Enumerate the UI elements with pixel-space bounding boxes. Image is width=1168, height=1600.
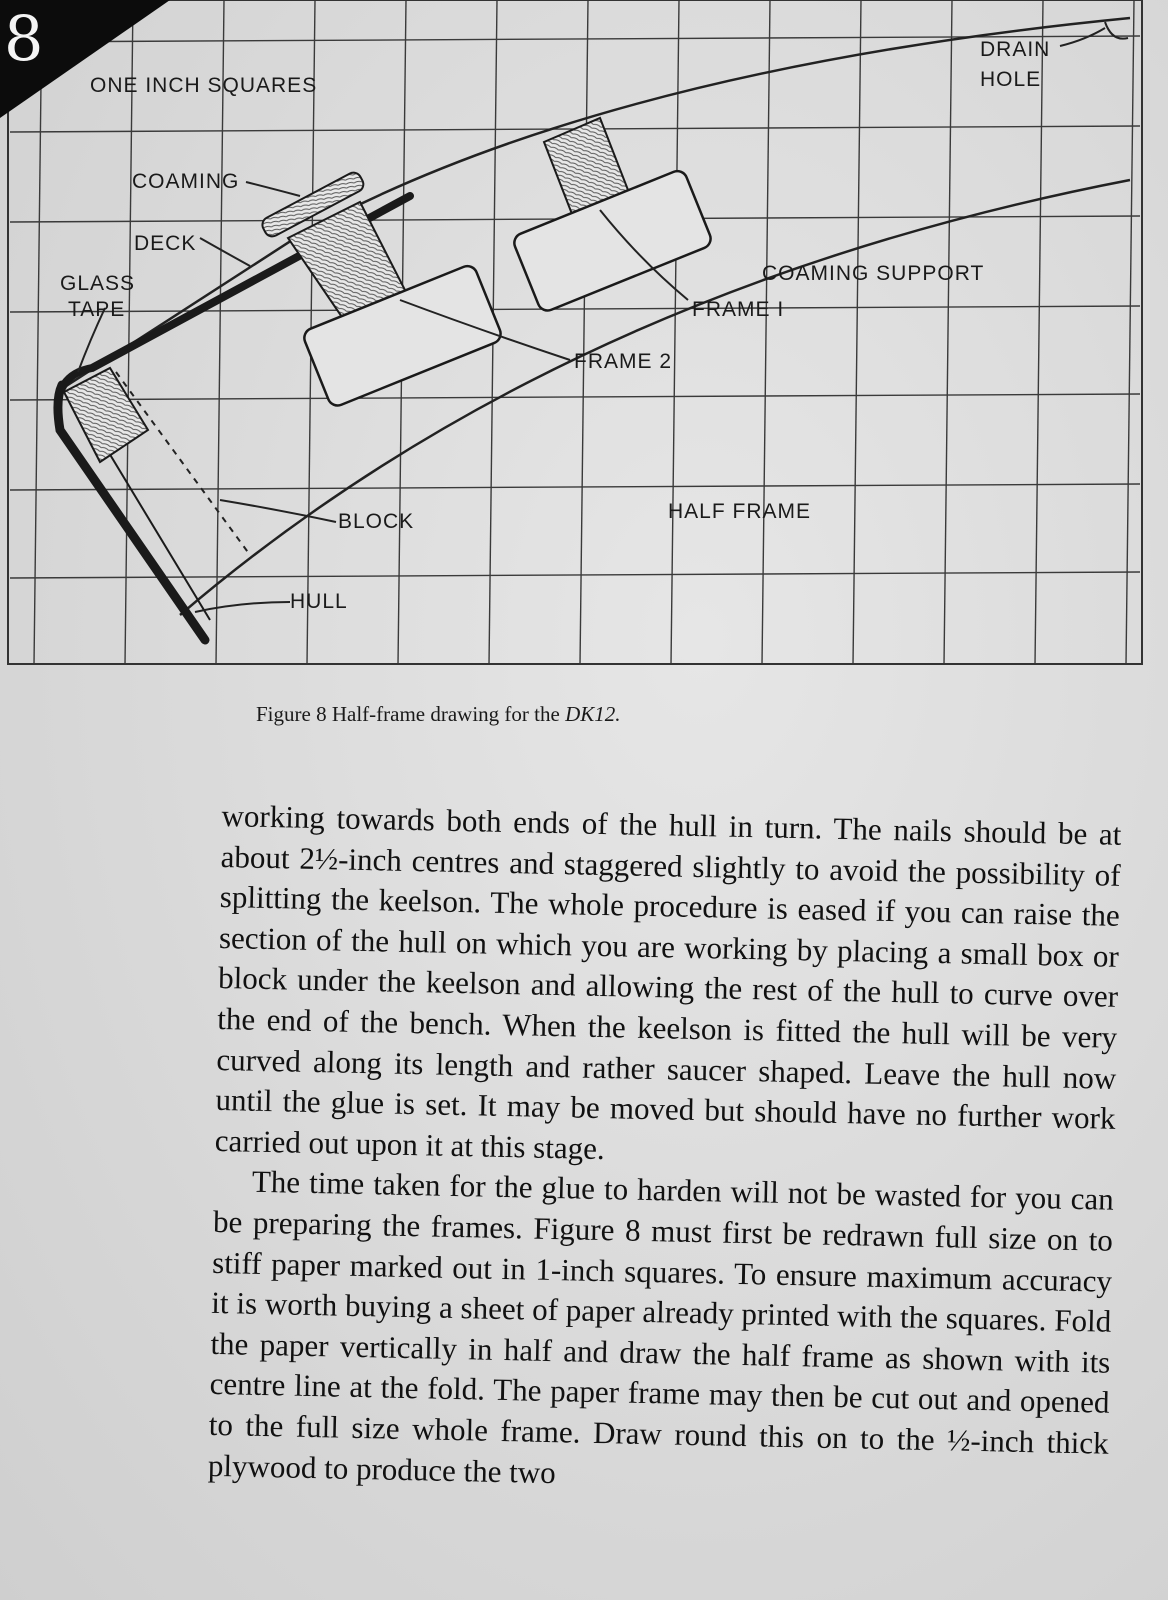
caption-prefix: Figure 8 Half-frame drawing for the xyxy=(256,702,566,726)
label-half-frame: HALF FRAME xyxy=(668,500,812,523)
label-hole: HOLE xyxy=(980,68,1042,91)
paragraph-1: working towards both ends of the hull in turn. The nails should be at about 2½-inch centres and staggered slightly to avoid the possibility of splitting the keelson. The whole procedure is eased if you can raise the section of the hull on which you are working by placing a small box or block under the keelson and allowing the rest of the hull to curve over the end of the bench. When the keelson is fitted the hull will be very curved along its length and rather saucer shaped. Leave the hull now until the glue is set. It may be moved but should have no further work carried out upon it at this stage. xyxy=(214,797,1122,1166)
label-coaming: COAMING xyxy=(132,170,240,193)
paragraph-2: The time taken for the glue to harden will not be wasted for you can be preparing the frames. Figure 8 must first be redrawn full size on to stiff paper marked out in 1-inch squares. To ensure maximum accuracy it is worth buying a sheet of paper already printed with the squares. Fold the paper vertically in half and draw the half frame as shown with its centre line at the fold. The paper frame may then be cut out and opened to the full size whole frame. Draw round this on to the ½-inch thick plywood to produce the two xyxy=(207,1164,1115,1490)
grid-verticals xyxy=(34,0,1134,665)
grid-horizontals xyxy=(10,36,1140,578)
label-glass: GLASS xyxy=(60,272,136,295)
label-one-inch-squares: ONE INCH SQUARES xyxy=(90,74,318,97)
body-text xyxy=(208,796,1122,1505)
half-frame-figure xyxy=(0,0,1168,690)
figure-caption xyxy=(256,702,621,727)
page-number: 8 xyxy=(4,2,44,75)
label-tape: TAPE xyxy=(68,298,126,321)
label-coaming-support: COAMING SUPPORT xyxy=(762,262,985,285)
label-block: BLOCK xyxy=(338,510,415,533)
label-frame-1: FRAME I xyxy=(692,298,785,321)
grid xyxy=(8,0,1142,665)
figure-drawing xyxy=(0,0,1168,690)
label-drain: DRAIN xyxy=(980,38,1051,61)
caption-boat-name: DK12. xyxy=(565,702,621,726)
label-frame-2: FRAME 2 xyxy=(574,350,673,373)
label-hull: HULL xyxy=(290,590,348,613)
label-deck: DECK xyxy=(134,232,197,255)
